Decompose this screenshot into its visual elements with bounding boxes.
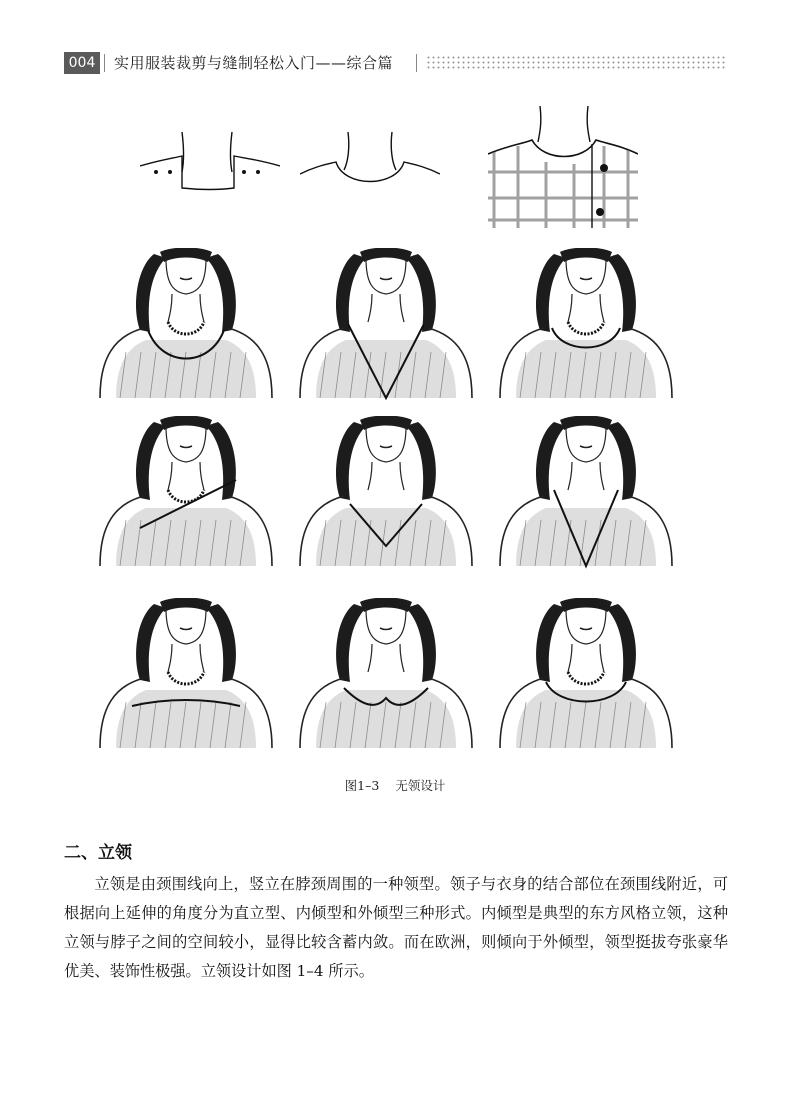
plaid-blouse-neckline-icon [488, 102, 638, 228]
figure-caption [0, 776, 790, 794]
running-header [64, 52, 726, 76]
v-band-neckline-sketch [296, 248, 476, 404]
header-dot-pattern [426, 55, 726, 71]
strapless-draped-sketch [96, 598, 276, 754]
header-divider [416, 54, 417, 72]
book-title: 实用服装裁剪与缝制轻松入门——综合篇 [114, 54, 394, 72]
section-paragraph: 立领是由颈围线向上，竖立在脖颈周围的一种领型。领子与衣身的结合部位在颈围线附近，可根据向上延伸的角度分为直立型、内倾型和外倾型三种形式。内倾型是典型的东方风格立领，这种立领与脖子之间的空间较小，显得比较含蓄内敛。而在欧洲，则倾向于外倾型，领型挺拔夸张豪华优美、装饰性极强。立领设计如图 1–4 所示。 [64, 875, 728, 980]
buttoned-round-neckline-sketch [496, 248, 676, 404]
one-shoulder-ruffle-sketch [96, 416, 276, 572]
keyhole-neckline-sketch [496, 598, 676, 754]
beaded-v-neckline-sketch [296, 416, 476, 572]
header-divider [104, 54, 105, 72]
figure-title: 无领设计 [395, 778, 446, 793]
halter-neckline-sketch [496, 416, 676, 572]
figure-number: 图1–3 [344, 778, 380, 793]
sweetheart-neckline-sketch [296, 598, 476, 754]
square-neckline-icon [140, 128, 280, 202]
gathered-neckline-sketch [96, 248, 276, 404]
round-neckline-icon [300, 128, 440, 202]
section-heading: 二、立领 [64, 843, 132, 863]
page-number: 004 [64, 52, 100, 74]
collarless-design-figure [88, 98, 700, 758]
